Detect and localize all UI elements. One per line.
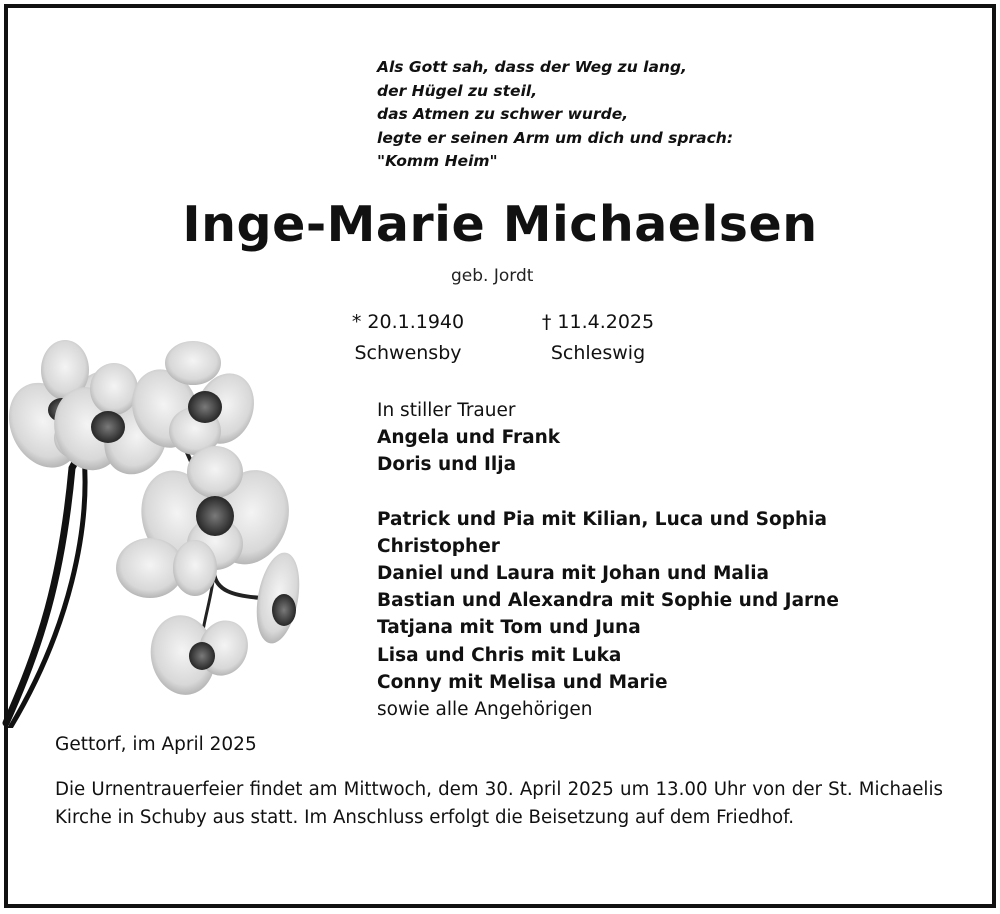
mourner-line: Tatjana mit Tom und Juna [377,617,641,639]
mourner-line: Lisa und Chris mit Luka [377,644,622,666]
deceased-name: Inge-Marie Michaelsen [182,196,818,253]
funeral-notice: Die Urnentrauerfeier findet am Mittwoch, dem 30. April 2025 um 13.00 Uhr von der St. Michaelis Kirche in Schuby aus statt. Im Anschluss erfolgt die Beisetzung auf dem Friedhof. [55,779,943,828]
maiden-name: geb. Jordt [451,266,534,286]
verse-line: Als Gott sah, dass der Weg zu lang, [377,58,687,76]
memorial-verse [377,56,857,174]
mourners-list [377,397,937,723]
birth-place: Schwensby [354,342,462,364]
mourner-line: Daniel und Laura mit Johan und Malia [377,563,770,585]
mourners-closing: sowie alle Angehörigen [377,699,593,721]
death-info [533,307,663,369]
death-date: † 11.4.2025 [541,311,655,333]
verse-line: das Atmen zu schwer wurde, [377,105,629,123]
mourner-line: Christopher [377,535,500,557]
death-place: Schleswig [550,342,646,364]
mourner-line: Conny mit Melisa und Marie [377,671,668,693]
birth-date: * 20.1.1940 [351,311,465,333]
spacer [377,479,937,506]
mourner-line: Patrick und Pia mit Kilian, Luca und Sophia [377,508,827,530]
mourner-line: Angela und Frank [377,427,561,449]
place-date: Gettorf, im April 2025 [55,734,257,755]
verse-line: "Komm Heim" [377,152,498,170]
mourners-intro: In stiller Trauer [377,400,516,421]
mourner-line: Bastian und Alexandra mit Sophie und Jarne [377,590,839,612]
birth-info [343,307,473,369]
verse-line: legte er seinen Arm um dich und sprach: [377,128,734,147]
verse-line: der Hügel zu steil, [377,81,538,100]
mourner-line: Doris und Ilja [377,454,517,476]
orchid-icon [0,328,340,728]
